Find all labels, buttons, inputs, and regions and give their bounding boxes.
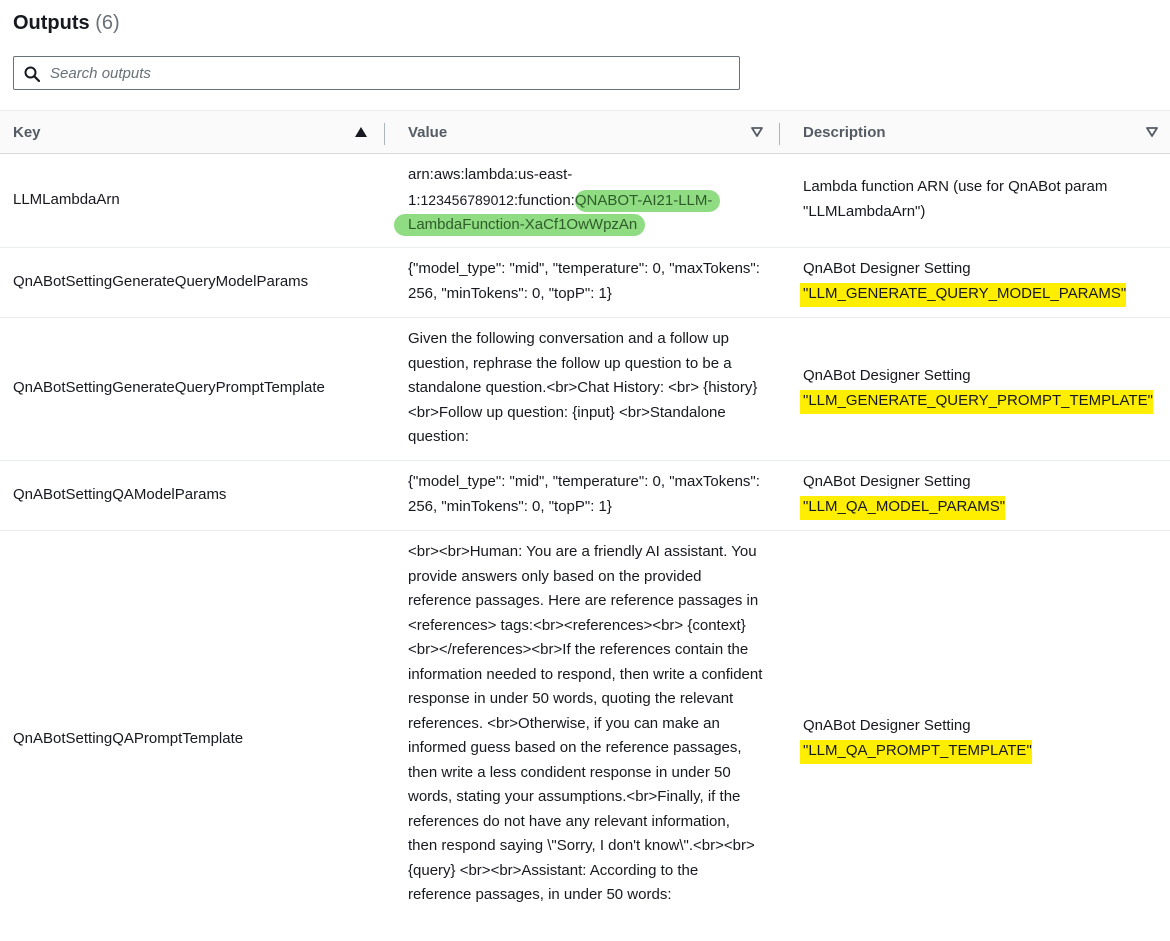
description-highlight: "LLM_QA_PROMPT_TEMPLATE" [800,740,1032,764]
value-text-line [408,188,763,214]
column-header-key-label: Key [13,124,41,141]
table-row [0,531,1170,941]
value-text: arn:aws:lambda:us-east- [408,166,573,183]
description-highlight: "LLM_QA_MODEL_PARAMS" [800,496,1005,520]
outputs-count: (6) [95,12,120,34]
output-key: QnABotSettingQAModelParams [13,486,227,503]
description-text: QnABot Designer Setting [803,260,971,277]
table-row [0,154,1170,248]
account-id: 123456789012 [420,191,514,208]
output-value: {"model_type": "mid", "temperature": 0, "maxTokens": 256, "minTokens": 0, "topP": 1} [408,260,760,302]
value-highlight: QNABOT-AI21-LLM- [575,190,721,212]
value-text: :function: [513,191,575,209]
search-box[interactable] [13,56,740,90]
description-highlight-line [803,282,1163,307]
column-header-description[interactable] [803,111,1163,154]
table-row [0,248,1170,318]
description-highlight-line [803,389,1163,414]
table-row [0,461,1170,531]
output-description [803,364,1163,413]
column-header-description-label: Description [803,124,886,141]
column-header-key[interactable] [13,111,373,154]
value-highlight: LambdaFunction-XaCf1OwWpzAn [394,214,645,236]
search-icon [24,66,40,82]
value-text-line [408,213,763,238]
output-value: {"model_type": "mid", "temperature": 0, "maxTokens": 256, "minTokens": 0, "topP": 1} [408,473,760,515]
outputs-header [13,10,120,36]
column-header-value-label: Value [408,124,448,141]
output-description [803,714,1163,763]
sort-descending-icon[interactable] [1146,127,1158,137]
table-row [0,318,1170,461]
column-divider[interactable] [779,123,780,145]
description-highlight: "LLM_GENERATE_QUERY_PROMPT_TEMPLATE" [800,390,1153,414]
output-value: <br><br>Human: You are a friendly AI assistant. You provide answers only based on the provided reference passages. Here are reference passages in <references> tags:<br><references><br> {context}<br></references><br>If the references contain the information needed to respond, then write a confident response in under 50 words, quoting the relevant references. <br>Otherwise, if you can make an informed guess based on the reference passages, then write a less condident response in under 50 words, stating your assumptions.<br>Finally, if the references do not have any relevant information, then respond saying \"Sorry, I don't know\".<br><br>{query} <br><br>Assistant: According to the reference passages, in under 50 words: [408,543,763,903]
description-text: QnABot Designer Setting [803,473,971,490]
output-value [408,163,763,238]
search-input[interactable] [50,63,730,83]
sort-ascending-icon[interactable] [355,127,367,137]
output-key: QnABotSettingGenerateQueryModelParams [13,273,309,290]
description-text: QnABot Designer Setting [803,717,971,734]
description-text: QnABot Designer Setting [803,367,971,384]
value-text: 1: [408,191,421,209]
output-key: LLMLambdaArn [13,191,120,208]
description-highlight-line [803,495,1163,520]
output-description [803,257,1163,306]
table-header [0,110,1170,154]
column-header-value[interactable] [408,111,768,154]
description-highlight: "LLM_GENERATE_QUERY_MODEL_PARAMS" [800,283,1126,307]
output-value: Given the following conversation and a follow up question, rephrase the follow up question to be a standalone question.<br>Chat History: <br> {history}<br>Follow up question: {input} <br>Standalone question: [408,330,758,445]
description-highlight-line [803,739,1163,764]
output-key: QnABotSettingQAPromptTemplate [13,730,244,747]
output-description: Lambda function ARN (use for QnABot param "LLMLambdaArn") [803,178,1108,220]
sort-descending-icon[interactable] [751,127,763,137]
column-divider[interactable] [384,123,385,145]
output-key: QnABotSettingGenerateQueryPromptTemplate [13,379,325,396]
output-description [803,470,1163,519]
page-title: Outputs [13,12,90,34]
